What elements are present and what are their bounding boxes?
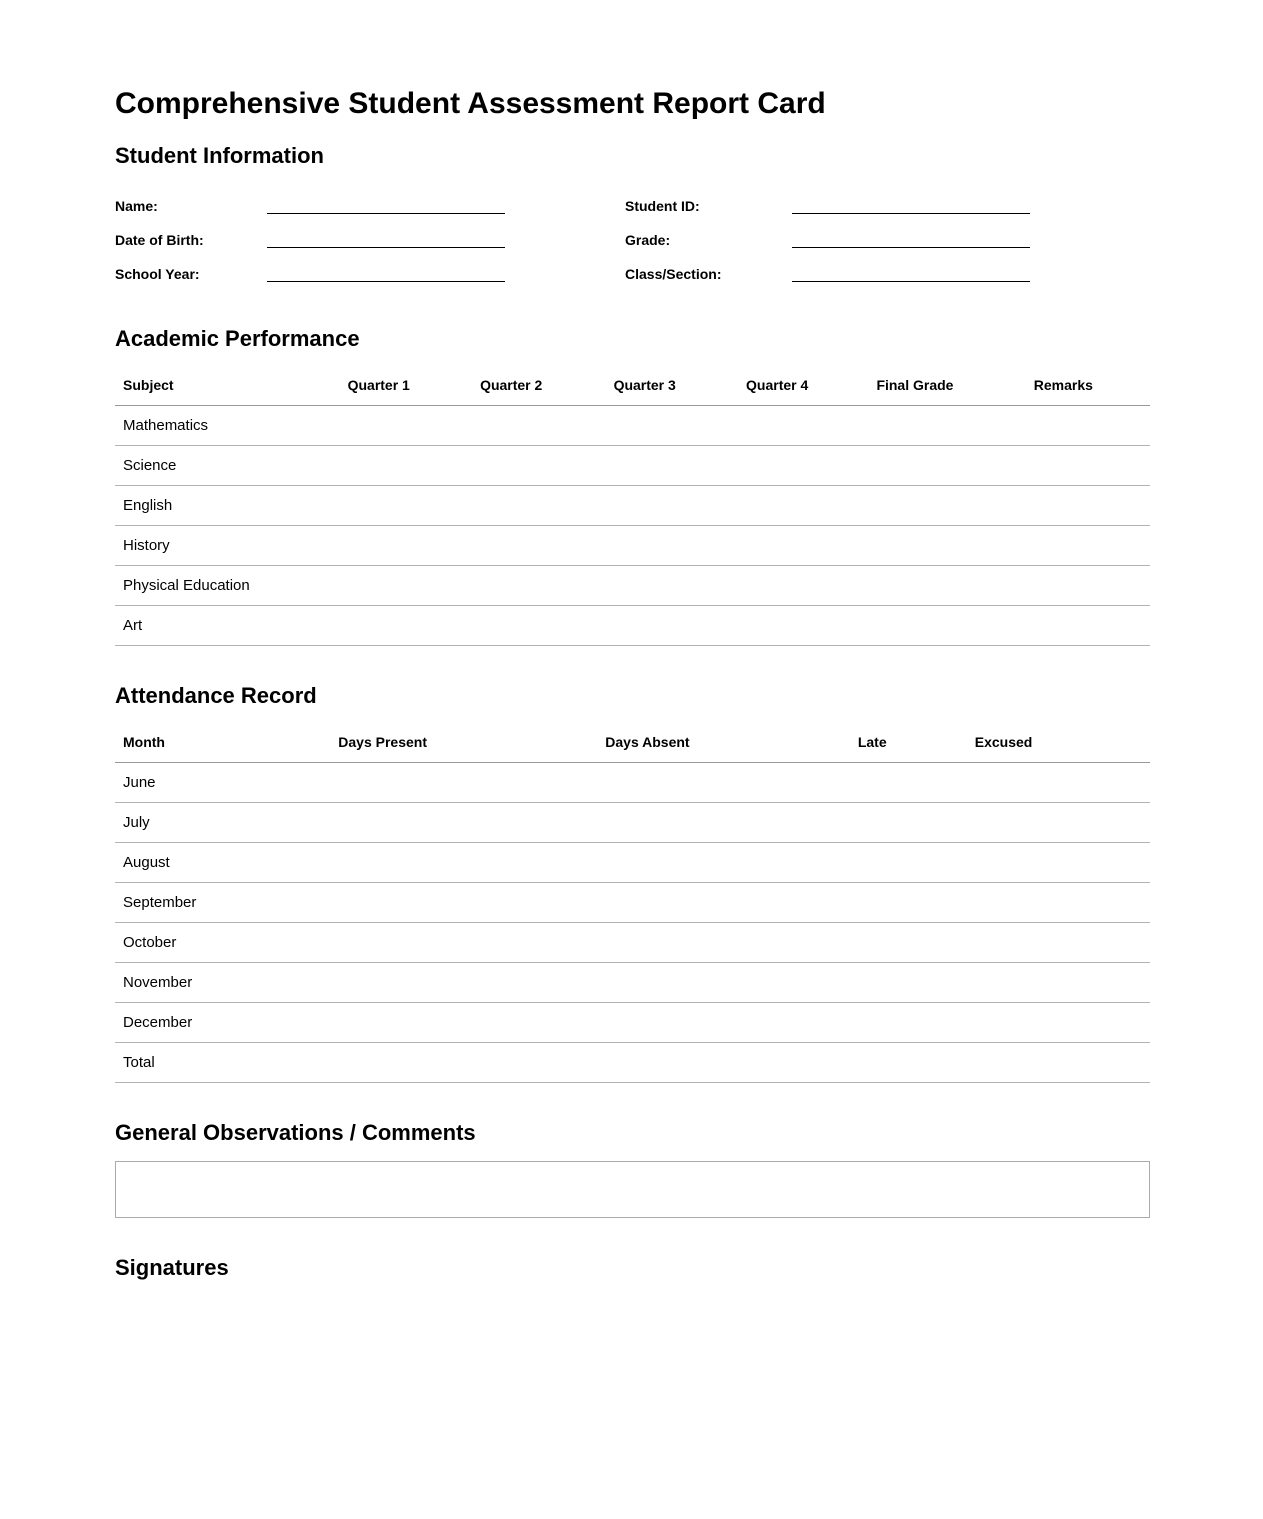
grade-fill-line [792,232,1030,248]
table-cell [472,606,606,646]
student-information-section [115,198,1150,282]
table-cell [967,963,1150,1003]
table-cell [340,446,472,486]
table-cell [1026,566,1150,606]
table-cell [330,1003,597,1043]
column-header: Remarks [1026,366,1150,406]
table-cell [597,883,850,923]
table-cell [330,1043,597,1083]
table-cell [1026,406,1150,446]
table-header-row [115,366,1150,406]
table-cell [967,1003,1150,1043]
table-cell [850,923,967,963]
row-label: August [115,843,330,883]
table-cell [340,526,472,566]
table-cell [606,486,738,526]
column-header: Excused [967,723,1150,763]
table-cell [967,803,1150,843]
table-cell [597,843,850,883]
table-cell [868,446,1025,486]
table-cell [597,803,850,843]
table-cell [967,923,1150,963]
table-cell [850,763,967,803]
table-cell [850,1043,967,1083]
column-header: Final Grade [868,366,1025,406]
table-cell [597,763,850,803]
name-label: Name: [115,198,158,214]
column-header: Days Absent [597,723,850,763]
table-cell [606,606,738,646]
table-cell [597,1043,850,1083]
table-cell [472,526,606,566]
table-cell [868,606,1025,646]
table-cell [967,883,1150,923]
table-cell [850,843,967,883]
table-cell [1026,606,1150,646]
table-cell [472,406,606,446]
row-label: English [115,486,340,526]
row-label: Physical Education [115,566,340,606]
table-cell [850,963,967,1003]
table-cell [1026,486,1150,526]
attendance-record-heading: Attendance Record [115,683,317,708]
table-cell [850,883,967,923]
table-cell [868,486,1025,526]
table-cell [868,406,1025,446]
column-header: Late [850,723,967,763]
table-cell [967,843,1150,883]
table-row [115,963,1150,1003]
row-label: June [115,763,330,803]
table-cell [1026,446,1150,486]
school-year-fill-line [267,266,505,282]
row-label: September [115,883,330,923]
table-cell [738,606,868,646]
row-label: Science [115,446,340,486]
table-cell [472,486,606,526]
table-row [115,406,1150,446]
student-info-row [115,198,1150,214]
table-cell [868,566,1025,606]
column-header: Subject [115,366,340,406]
comments-box [115,1161,1150,1218]
table-row [115,606,1150,646]
date-of-birth-fill-line [267,232,505,248]
class-section-fill-line [792,266,1030,282]
table-cell [597,923,850,963]
table-cell [1026,526,1150,566]
row-label: October [115,923,330,963]
student-info-row [115,232,1150,248]
report-card-content [115,87,1150,1280]
table-cell [850,1003,967,1043]
table-cell [330,803,597,843]
table-cell [967,1043,1150,1083]
table-cell [738,406,868,446]
table-header-row [115,723,1150,763]
student-id-fill-line [792,198,1030,214]
page-title: Comprehensive Student Assessment Report Card [115,87,826,120]
table-cell [340,566,472,606]
table-cell [868,526,1025,566]
table-cell [738,526,868,566]
table-row [115,843,1150,883]
table-cell [340,486,472,526]
table-cell [330,843,597,883]
column-header: Quarter 3 [606,366,738,406]
table-row [115,486,1150,526]
column-header: Month [115,723,330,763]
table-cell [340,406,472,446]
table-cell [330,763,597,803]
table-row [115,763,1150,803]
table-cell [738,486,868,526]
general-observations-heading: General Observations / Comments [115,1120,476,1145]
table-cell [606,566,738,606]
row-label: December [115,1003,330,1043]
name-fill-line [267,198,505,214]
table-cell [340,606,472,646]
signatures-heading: Signatures [115,1255,229,1280]
school-year-label: School Year: [115,266,200,282]
table-cell [738,566,868,606]
row-label: Total [115,1043,330,1083]
student-info-row [115,266,1150,282]
column-header: Quarter 4 [738,366,868,406]
student-id-label: Student ID: [625,198,700,214]
attendance-record-table [115,723,1150,1083]
table-cell [330,883,597,923]
table-row [115,446,1150,486]
student-information-heading: Student Information [115,143,324,168]
row-label: Mathematics [115,406,340,446]
row-label: History [115,526,340,566]
table-cell [606,446,738,486]
table-cell [606,406,738,446]
table-cell [597,1003,850,1043]
table-cell [472,446,606,486]
column-header: Quarter 2 [472,366,606,406]
table-cell [606,526,738,566]
table-row [115,526,1150,566]
table-row [115,803,1150,843]
grade-label: Grade: [625,232,671,248]
table-cell [597,963,850,1003]
row-label: July [115,803,330,843]
table-cell [330,923,597,963]
table-row [115,1043,1150,1083]
table-row [115,923,1150,963]
column-header: Days Present [330,723,597,763]
table-row [115,566,1150,606]
row-label: Art [115,606,340,646]
date-of-birth-label: Date of Birth: [115,232,204,248]
academic-performance-heading: Academic Performance [115,326,360,351]
table-cell [967,763,1150,803]
table-row [115,1003,1150,1043]
table-row [115,883,1150,923]
column-header: Quarter 1 [340,366,472,406]
table-cell [472,566,606,606]
class-section-label: Class/Section: [625,266,722,282]
table-cell [330,963,597,1003]
table-cell [850,803,967,843]
table-cell [738,446,868,486]
academic-performance-table [115,366,1150,646]
row-label: November [115,963,330,1003]
